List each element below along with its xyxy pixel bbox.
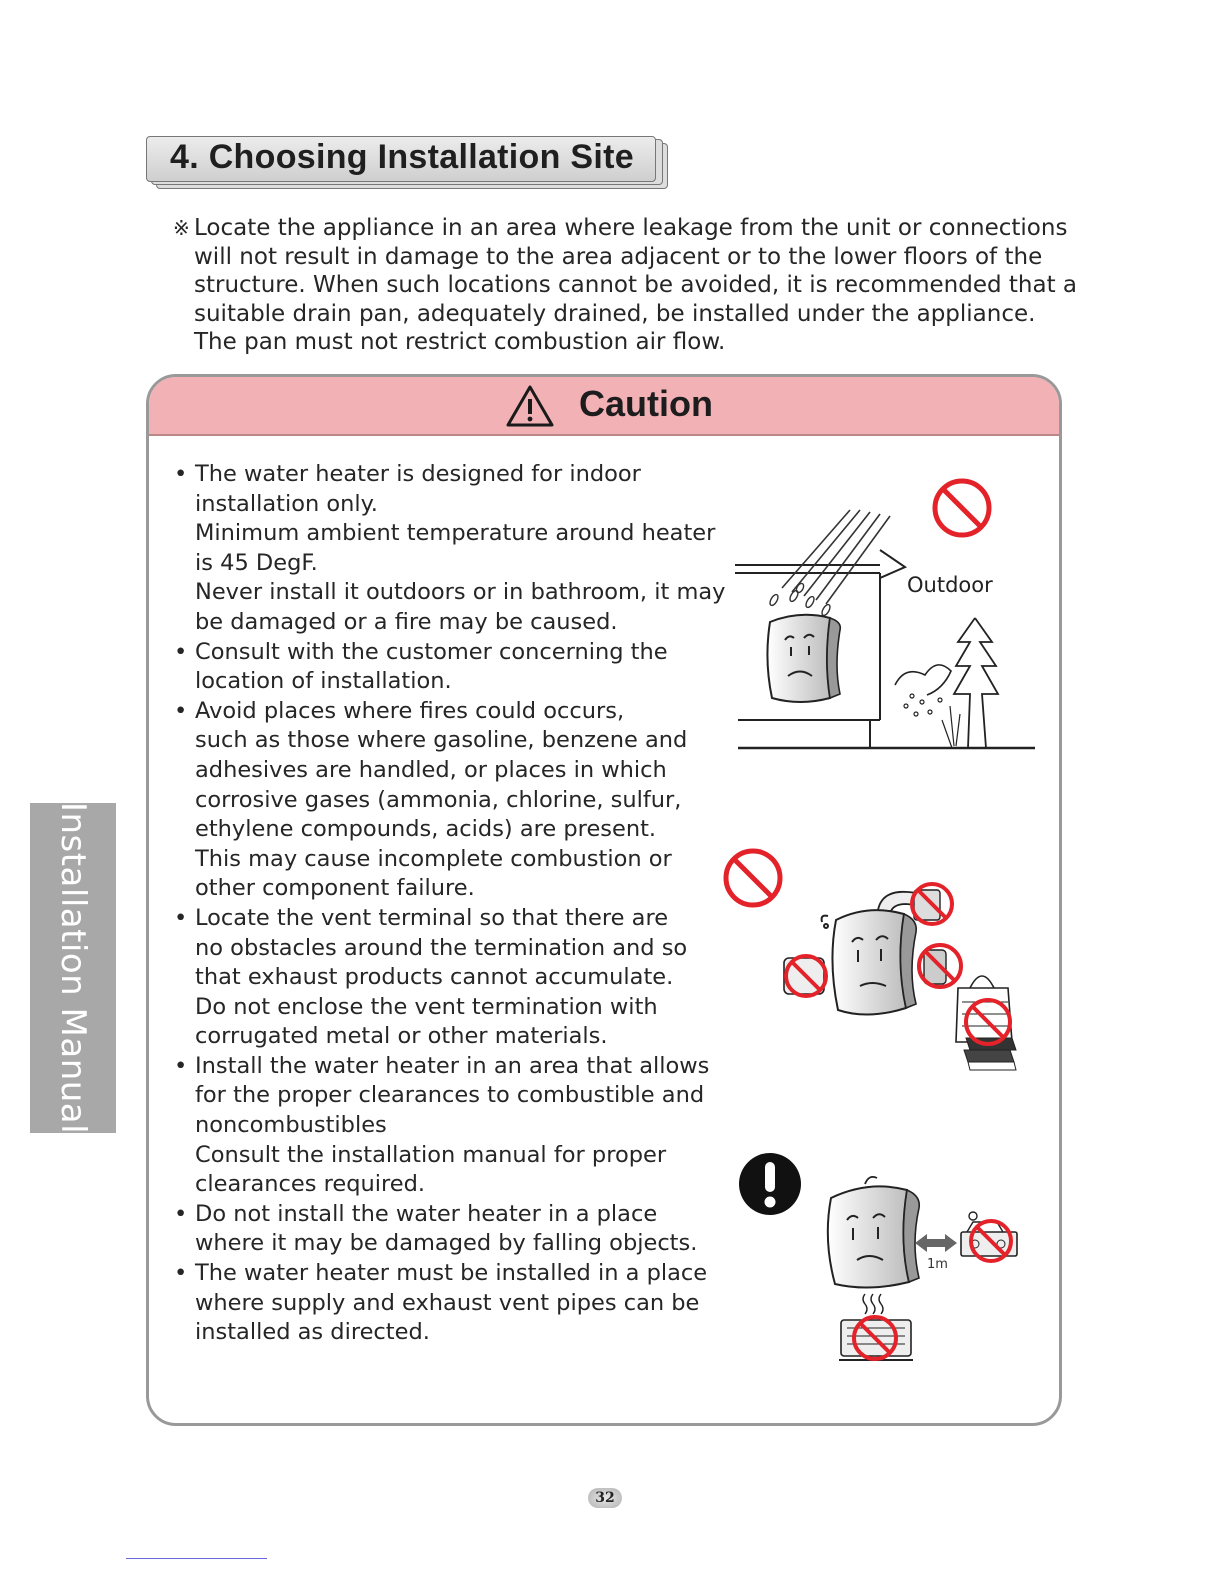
bullet: •	[174, 638, 188, 665]
section-title-tab	[146, 136, 656, 184]
intro-line: ※ Locate the appliance in an area where leakage from the unit or connections	[173, 215, 1068, 241]
intro-paragraph	[173, 214, 1078, 357]
bullet: •	[174, 697, 188, 724]
bullet: •	[174, 1200, 188, 1227]
section-title: 4. Choosing Installation Site	[170, 138, 634, 176]
list-item: • The water heater must be installed in a place where supply and exhaust vent pipes can be installed as directed.	[174, 1260, 708, 1346]
list-item: • Consult with the customer concerning the location of installation.	[174, 638, 668, 695]
warning-triangle-icon	[505, 384, 555, 428]
intro-line: suitable drain pan, adequately drained, be installed under the appliance.	[194, 300, 1036, 327]
bullet: •	[174, 1260, 188, 1287]
footer-rule	[126, 1558, 267, 1559]
caution-heading: Caution	[579, 383, 713, 424]
caution-list	[174, 460, 726, 1348]
list-item: • The water heater is designed for indoor installation only. Minimum ambient temperature around heater is 45 DegF. Never install it outdoors or in bathroom, it may be damaged or a fire may be caused.	[174, 461, 726, 635]
page-number: 32	[588, 1488, 622, 1508]
bullet: •	[174, 1052, 188, 1079]
side-tab	[30, 803, 116, 1133]
reference-mark: ※	[173, 216, 190, 240]
intro-line: will not result in damage to the area adjacent or to the lower floors of the	[194, 243, 1043, 270]
outdoor-prohibited-illustration	[730, 470, 1040, 755]
list-item: • Do not install the water heater in a place where it may be damaged by falling objects.	[174, 1200, 698, 1257]
list-item: • Install the water heater in an area that allows for the proper clearances to combustible and noncombustibles Consult the installation manual for proper clearances required.	[174, 1052, 710, 1198]
clearance-illustration	[735, 1148, 1035, 1370]
bullet: •	[174, 904, 188, 931]
bullet: •	[174, 461, 188, 487]
side-tab-label: Installation Manual	[53, 801, 93, 1135]
list-item: • Locate the vent terminal so that there are no obstacles around the termination and so that exhaust products cannot accumulate. Do not enclose the vent termination with corrugated metal or other materials.	[174, 904, 688, 1050]
obstacles-prohibited-illustration	[718, 842, 1028, 1077]
list-item: • Avoid places where fires could occurs, such as those where gasoline, benzene and adhesives are handled, or places in which corrosive gases (ammonia, chlorine, sulfur, ethylene compounds, acids) are present. This may cause incomplete combustion or other component failure.	[174, 697, 688, 902]
outdoor-label: Outdoor	[907, 573, 993, 597]
distance-label: 1m	[927, 1257, 948, 1272]
caution-header	[149, 377, 1059, 436]
intro-line: The pan must not restrict combustion air flow.	[194, 329, 726, 356]
intro-line: structure. When such locations cannot be avoided, it is recommended that a	[194, 272, 1078, 299]
